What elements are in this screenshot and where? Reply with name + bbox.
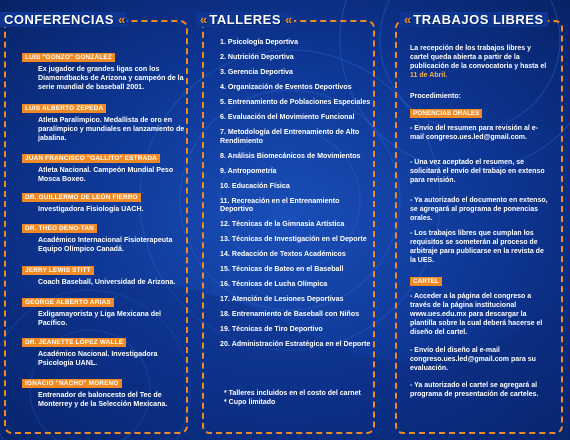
ponencias-step: - Una vez aceptado el resumen, se solicitará el envío del trabajo en extenso para revisión. bbox=[410, 159, 545, 184]
speaker-entry bbox=[22, 331, 187, 368]
taller-item: 18. Entrenamiento de Baseball con Niños bbox=[220, 310, 360, 319]
speaker-desc: Atleta Nacional. Campeón Mundial Peso Mosca Boxeo. bbox=[38, 166, 174, 183]
speaker-name: DR. THEO DENO-TAN bbox=[22, 224, 97, 233]
ponencias-step: - Ya autorizado el documento en extenso, se agregará al programa de ponencias orales. bbox=[410, 197, 548, 222]
speaker-desc: Atleta Paralímpico. Medallista de oro en paralímpico y mundiales en lanzamiento de jabalina. bbox=[38, 116, 185, 142]
speaker-name: GEORGE ALBERTO ARIAS bbox=[22, 298, 114, 307]
cartel-label: CARTEL bbox=[410, 277, 442, 286]
trabajos-deadline: 11 de Abril. bbox=[410, 72, 448, 79]
taller-item: 11. Recreación en el Entrenamiento Deportivo bbox=[220, 196, 340, 214]
taller-item: 2. Nutrición Deportiva bbox=[220, 52, 294, 61]
taller-item: 4. Organización de Eventos Deportivos bbox=[220, 82, 352, 91]
taller-item: 12. Técnicas de la Gimnasia Artística bbox=[220, 220, 345, 229]
speaker-name: DR. GUILLERMO DE LEÓN FIERRO bbox=[22, 193, 141, 202]
speaker-entry bbox=[22, 291, 187, 328]
speaker-entry bbox=[22, 97, 187, 143]
speaker-name: DR. JEANETTE LÓPEZ WALLE bbox=[22, 338, 126, 347]
cartel-step: - Envío del diseño al e-mail congreso.ues.led@gmail.com para su evaluación. bbox=[410, 347, 536, 372]
chevrons-icon: « bbox=[118, 12, 124, 27]
speaker-name: LUIS ALBERTO ZEPEDA bbox=[22, 104, 106, 113]
talleres-note: * Talleres incluidos en el costo del carnet * Cupo limitado bbox=[224, 390, 361, 406]
speaker-desc: Ex jugador de grandes ligas con los Diamondbacks de Arizona y campeón de la serie mundial de baseball 2001. bbox=[38, 65, 184, 91]
taller-item: 7. Metodología del Entrenamiento de Alto Rendimiento bbox=[220, 127, 360, 145]
trabajos-header bbox=[400, 12, 548, 27]
taller-item: 5. Entrenamiento de Poblaciones Especiales bbox=[220, 97, 371, 106]
speaker-entry bbox=[22, 147, 187, 184]
talleres-list bbox=[220, 38, 372, 355]
speaker-desc: Coach Baseball, Universidad de Arizona. bbox=[38, 278, 176, 286]
speaker-name: JERRY LEWIS STITT bbox=[22, 266, 94, 275]
taller-item: 1. Psicología Deportiva bbox=[220, 38, 299, 46]
speaker-desc: Entrenador de baloncesto del Tec de Monterrey y de la Selección Mexicana. bbox=[38, 391, 168, 408]
talleres-title: TALLERES bbox=[209, 12, 282, 27]
speaker-desc: Investigadora Fisiología UACH. bbox=[38, 205, 144, 213]
taller-item: 8. Análisis Biomecánicos de Movimientos bbox=[220, 151, 361, 160]
chevrons-icon: « bbox=[200, 12, 206, 27]
speaker-entry bbox=[22, 46, 187, 92]
taller-item: 16. Técnicas de Lucha Olímpica bbox=[220, 280, 328, 289]
ponencias-step: - Envío del resumen para revisión al e-mail congreso.ues.led@gmail.com. bbox=[410, 125, 538, 141]
taller-item: 14. Redacción de Textos Académicos bbox=[220, 250, 346, 259]
trabajos-intro-text: La recepción de los trabajos libres y cartel queda abierta a partir de la publicación de la convocatoria y hasta el bbox=[410, 45, 547, 70]
speaker-entry bbox=[22, 186, 187, 214]
speaker-desc: Exligamayorista y Liga Mexicana del Pacífico. bbox=[38, 310, 162, 327]
speaker-desc: Académico Internacional Fisioterapeuta Equipo Olímpico Canadá. bbox=[38, 236, 173, 253]
talleres-header bbox=[196, 12, 294, 27]
speaker-desc: Académico Nacional. Investigadora Psicología UANL. bbox=[38, 350, 158, 367]
taller-item: 13. Técnicas de Investigación en el Deporte bbox=[220, 235, 367, 244]
conferencias-header bbox=[0, 12, 127, 27]
speaker-name: IGNACIO "NACHO" MORENO bbox=[22, 379, 122, 388]
conferencias-title: CONFERENCIAS bbox=[4, 12, 115, 27]
cartel-step: - Ya autorizado el cartel se agregará al programa de presentación de carteles. bbox=[410, 382, 539, 398]
speaker-entry bbox=[22, 259, 187, 287]
cartel-step: - Acceder a la página del congreso a través de la página institucional www.ues.edu.mx para descargar la plantilla sobre la cual deberá hacerse el diseño del cartel. bbox=[410, 293, 543, 336]
taller-item: 6. Evaluación del Movimiento Funcional bbox=[220, 112, 355, 121]
chevrons-icon: « bbox=[285, 12, 291, 27]
ponencias-step: - Los trabajos libres que cumplan los requisitos se someterán al proceso de arbitraje para publicarse en la revista de la UES. bbox=[410, 230, 544, 264]
speaker-name: LUIS "GONZO" GONZÁLEZ bbox=[22, 53, 115, 62]
trabajos-title: TRABAJOS LIBRES bbox=[413, 12, 544, 27]
chevrons-icon: « bbox=[404, 12, 410, 27]
speaker-entry bbox=[22, 372, 187, 409]
taller-item: 9. Antropometría bbox=[220, 166, 277, 175]
procedimiento-heading: Procedimiento: bbox=[410, 93, 461, 100]
speaker-entry bbox=[22, 217, 187, 254]
taller-item: 15. Técnicas de Bateo en el Baseball bbox=[220, 265, 344, 274]
taller-item: 19. Técnicas de Tiro Deportivo bbox=[220, 325, 323, 334]
taller-item: 10. Educación Física bbox=[220, 181, 290, 190]
taller-item: 3. Gerencia Deportiva bbox=[220, 67, 293, 76]
ponencias-label: PONENCIAS ORALES bbox=[410, 109, 482, 118]
trabajos-intro bbox=[410, 44, 550, 80]
speaker-name: JUAN FRANCISCO "GALLITO" ESTRADA bbox=[22, 154, 160, 163]
taller-item: 20. Administración Estratégica en el Deporte bbox=[220, 340, 371, 349]
taller-item: 17. Atención de Lesiones Deportivas bbox=[220, 295, 344, 304]
